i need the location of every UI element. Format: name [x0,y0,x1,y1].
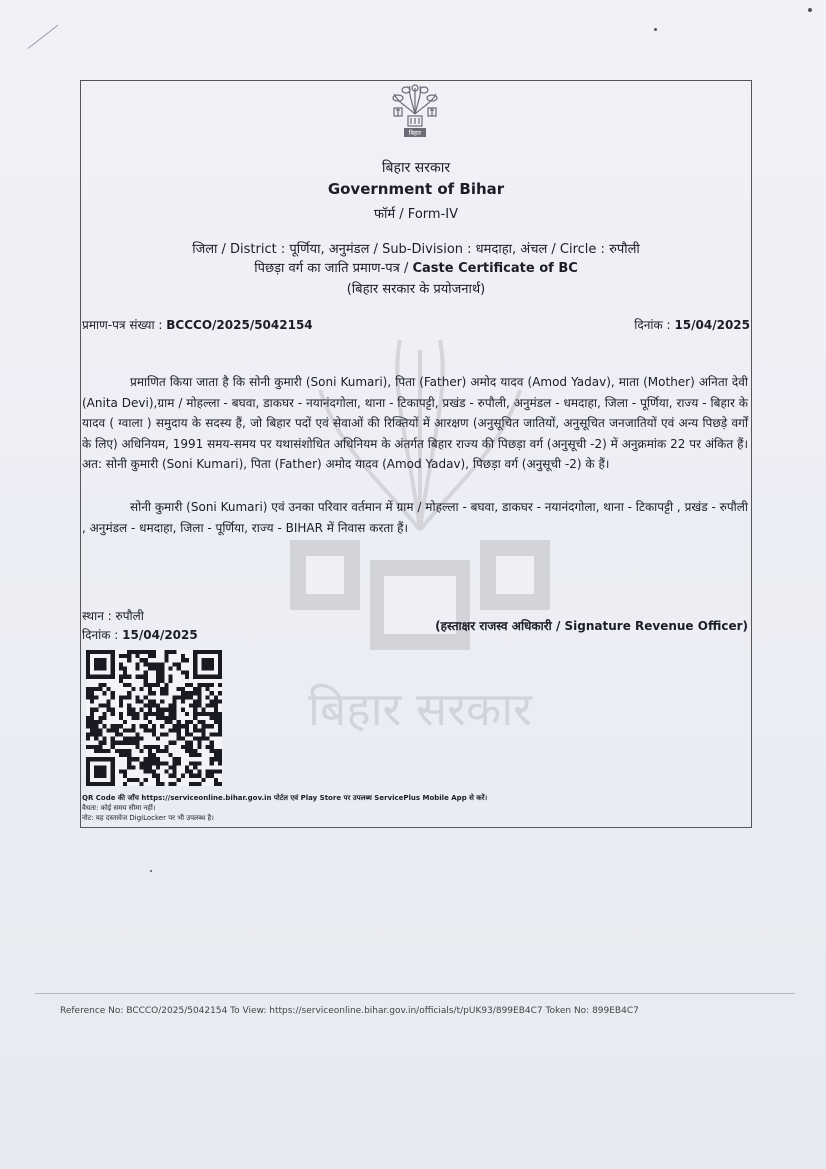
place: स्थान : रुपौली [82,609,144,623]
issue-date [634,316,750,333]
circle-value: रुपौली [609,242,640,257]
issue-date-value: 15/04/2025 [674,318,750,332]
qr-code[interactable] [86,650,222,786]
signature-revenue-officer: (हस्ताक्षर राजस्व अधिकारी / Signature Revenue Officer) [435,619,748,633]
district-value: पूर्णिया, [289,242,325,257]
certificate-purpose: (बिहार सरकार के प्रयोजनार्थ) [346,282,486,297]
svg-text:बिहार सरकार: बिहार सरकार [308,682,532,736]
form-label: फॉर्म / Form-IV [374,207,458,222]
subdivision-value: धमदाहा, [475,242,517,257]
signature-date-value: 15/04/2025 [122,628,198,642]
circle-label: अंचल / Circle : [520,242,605,257]
certificate-number [82,316,313,333]
bihar-emblem-icon [386,84,444,140]
hindi-title: बिहार सरकार [381,160,451,176]
certificate-type [80,258,752,276]
speck [808,8,812,12]
validity-note: वैधता: कोई समय सीमा नहीं। [82,804,156,812]
reference-line: Reference No: BCCCO/2025/5042154 To View: https://serviceonline.bihar.gov.in/officials/t/pUK93/899EB4C7 Token No: 899EB4C7 [60,1006,639,1016]
signature-date [82,626,198,643]
certificate-number-label: प्रमाण-पत्र संख्या : [82,318,163,332]
qr-verification-note: QR Code की जाँच https://serviceonline.bihar.gov.in पोर्टल एवं Play Store पर उपलब्ध ServicePlus Mobile App से करें। [82,794,488,802]
footer-divider [35,993,795,994]
residence-paragraph: सोनी कुमारी (Soni Kumari) एवं उनका परिवार वर्तमान में ग्राम / मोहल्ला - बघवा, डाकघर - नयानंदगोला, थाना - टिकापट्टी , प्रखंड - रुपौली , अनुमंडल - धमदाहा, जिला - पूर्णिया, राज्य - BIHAR में निवास करता हैं। [82,500,748,535]
signature-date-label: दिनांक : [82,628,119,642]
district-label: जिला / District : [192,242,286,257]
issue-date-label: दिनांक : [634,318,671,332]
location-line [80,239,752,257]
speck [150,870,152,872]
english-title: Government of Bihar [327,180,505,198]
certificate-type-english: Caste Certificate of BC [412,261,578,276]
subdivision-label: अनुमंडल / Sub-Division : [328,242,472,257]
certificate-type-hindi: पिछड़ा वर्ग का जाति प्रमाण-पत्र / [254,261,409,276]
certificate-body-paragraph: प्रमाणित किया जाता है कि सोनी कुमारी (Soni Kumari), पिता (Father) अमोद यादव (Amod Yadav), माता (Mother) अनिता देवी (Anita Devi),ग्राम / मोहल्ला - बघवा, डाकघर - नयानंदगोला, थाना - टिकापट्टी, प्रखंड - रुपौली, अनुमंडल - धमदाहा, जिला - पूर्णिया, राज्य - बिहार के यादव ( ग्वाला ) समुदाय के सदस्य हैं, जो बिहार पदों एवं सेवाओं की रिक्तियों में आरक्षण (अनुसूचित जातियों, अनुसूचित जनजातियों एवं अन्य पिछड़े वर्गों के लिए) अधिनियम, 1991 समय-समय पर यथासंशोधित अधिनियम के अंतर्गत बिहार राज्य की पिछड़ा वर्ग (अनुसूची -2) में अनुक्रमांक 22 पर अंकित हैं। अत: सोनी कुमारी (Soni Kumari), पिता (Father) अमोद यादव (Amod Yadav), पिछड़ा वर्ग (अनुसूची -2) के हैं। [82,375,748,471]
speck [654,28,657,31]
certificate-number-value: BCCCO/2025/5042154 [166,318,313,332]
digilocker-note: नोट: यह दस्तावेज DigiLocker पर भी उपलब्ध है। [82,814,214,822]
svg-text:बिहार: बिहार [408,130,422,137]
